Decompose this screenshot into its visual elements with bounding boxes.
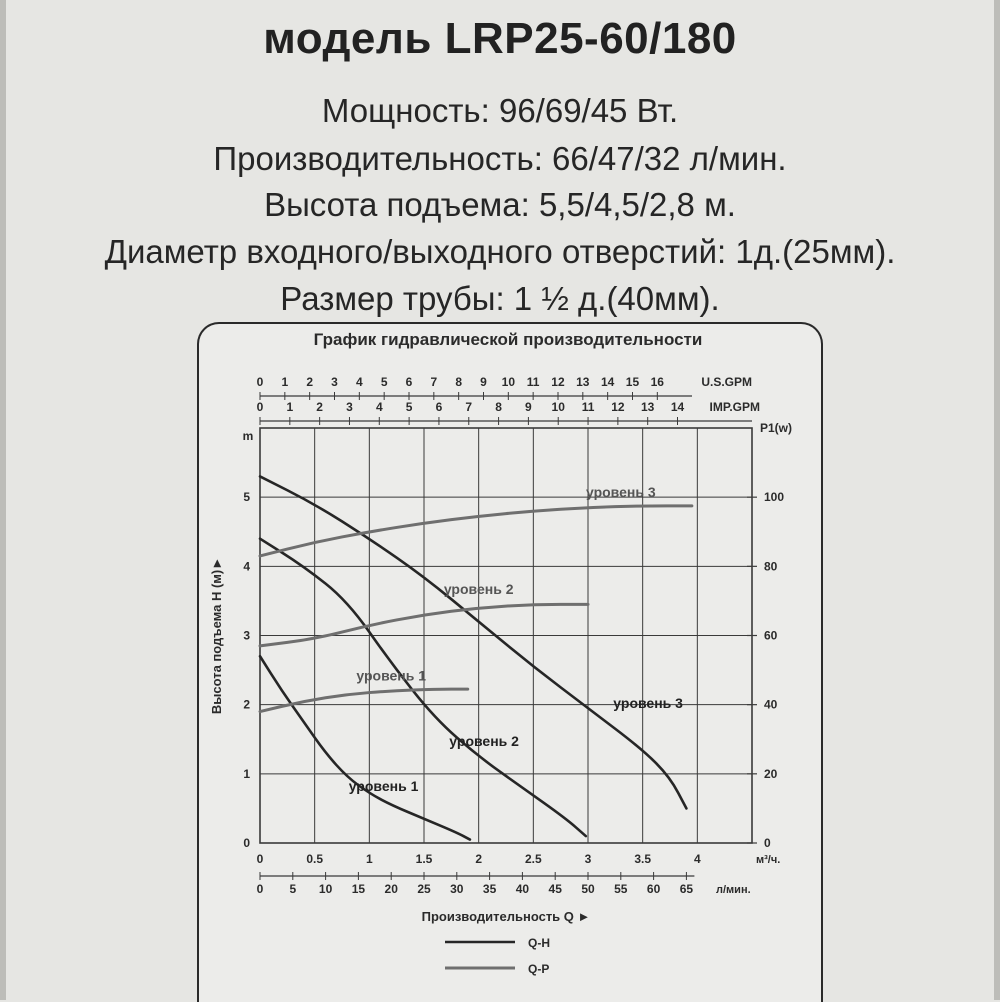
- lmin-tick-label: 30: [450, 882, 464, 896]
- impgpm-tick-label: 9: [525, 400, 532, 414]
- usgpm-tick-label: 14: [600, 375, 615, 389]
- spec-flow: Производительность: 66/47/32 л/мин.: [213, 140, 787, 177]
- y-tick-label: 5: [243, 490, 250, 505]
- legend-label-qh: Q-H: [528, 936, 550, 950]
- chart-axes: [209, 375, 792, 924]
- chart-series: [260, 476, 692, 839]
- usgpm-tick-label: 10: [501, 375, 516, 389]
- x-unit-label: м³/ч.: [756, 854, 781, 866]
- x-axis-label: Производительность Q ►: [421, 909, 591, 924]
- chart-title: График гидравлической производительности: [313, 330, 703, 349]
- impgpm-tick-label: 0: [256, 400, 264, 414]
- usgpm-tick-label: 15: [625, 375, 640, 389]
- impgpm-axis-label: IMP.GPM: [709, 400, 760, 414]
- lmin-tick-label: 55: [614, 882, 628, 896]
- impgpm-tick-label: 5: [405, 400, 413, 414]
- usgpm-tick-label: 13: [576, 375, 590, 389]
- y2-tick-label: 80: [764, 559, 778, 574]
- impgpm-tick-label: 1: [286, 400, 294, 414]
- qh-label-level-3: уровень 3: [613, 695, 683, 712]
- usgpm-tick-label: 0: [256, 375, 264, 389]
- usgpm-tick-label: 9: [480, 375, 487, 389]
- chart-labels: [349, 484, 683, 794]
- x-tick-label: 0.5: [306, 852, 324, 866]
- spec-diameter: Диаметр входного/выходного отверстий: 1д.(25мм).: [104, 233, 896, 270]
- impgpm-tick-label: 12: [611, 400, 625, 414]
- impgpm-tick-label: 7: [465, 400, 473, 414]
- qp-curve-level-3: [260, 506, 692, 556]
- x-tick-label: 1.5: [415, 852, 433, 866]
- model-title: модель LRP25-60/180: [263, 14, 737, 63]
- impgpm-tick-label: 13: [641, 400, 655, 414]
- x-tick-label: 2: [475, 852, 483, 866]
- usgpm-tick-label: 3: [331, 375, 338, 389]
- x-tick-label: 4: [693, 852, 701, 866]
- lmin-tick-label: 40: [515, 882, 530, 896]
- lmin-tick-label: 35: [482, 882, 497, 896]
- lmin-unit-label: л/мин.: [716, 884, 751, 896]
- usgpm-tick-label: 1: [281, 375, 289, 389]
- x-tick-label: 3: [584, 852, 592, 866]
- y-tick-label: 3: [243, 628, 250, 643]
- y2-tick-label: 100: [764, 490, 785, 505]
- spec-head: Высота подъема: 5,5/4,5/2,8 м.: [264, 186, 736, 223]
- usgpm-tick-label: 12: [551, 375, 565, 389]
- y-tick-label: 0: [243, 836, 250, 850]
- y2-axis-label: P1(w): [760, 421, 793, 435]
- impgpm-tick-label: 3: [346, 400, 353, 414]
- y2-tick-label: 20: [764, 766, 778, 781]
- lmin-tick-label: 10: [318, 882, 333, 896]
- usgpm-tick-label: 7: [430, 375, 438, 389]
- lmin-tick-label: 15: [351, 882, 366, 896]
- lmin-tick-label: 5: [289, 882, 297, 896]
- y-unit-label: m: [242, 429, 254, 443]
- qp-label-level-1: уровень 1: [356, 667, 427, 684]
- qh-label-level-2: уровень 2: [449, 733, 519, 750]
- spec-pipe: Размер трубы: 1 ½ д.(40мм).: [280, 280, 720, 317]
- usgpm-tick-label: 8: [455, 375, 463, 389]
- y-tick-label: 1: [243, 766, 250, 781]
- usgpm-tick-label: 4: [355, 375, 363, 389]
- lmin-tick-label: 60: [646, 882, 661, 896]
- usgpm-tick-label: 16: [650, 375, 664, 389]
- lmin-tick-label: 45: [548, 882, 562, 896]
- spec-power: Мощность: 96/69/45 Вт.: [321, 92, 679, 129]
- lmin-tick-label: 0: [256, 882, 264, 896]
- lmin-tick-label: 65: [679, 882, 694, 896]
- y2-tick-label: 0: [764, 836, 771, 850]
- usgpm-tick-label: 11: [526, 375, 540, 389]
- qp-curve-level-1: [260, 689, 468, 711]
- x-tick-label: 0: [256, 852, 264, 866]
- legend-label-qp: Q-P: [528, 962, 550, 976]
- y-axis-label: Высота подъема H (м)►: [209, 556, 224, 715]
- impgpm-tick-label: 2: [316, 400, 323, 414]
- qh-curve-level-3: [260, 476, 686, 808]
- qp-label-level-2: уровень 2: [443, 581, 514, 597]
- usgpm-tick-label: 6: [405, 375, 413, 389]
- x-tick-label: 1: [365, 852, 373, 866]
- x-tick-label: 3.5: [634, 852, 652, 866]
- lmin-tick-label: 50: [581, 882, 595, 896]
- y-tick-label: 2: [243, 697, 250, 712]
- impgpm-tick-label: 14: [670, 400, 685, 414]
- lmin-tick-label: 25: [417, 882, 431, 896]
- x-tick-label: 2.5: [524, 852, 542, 866]
- usgpm-tick-label: 5: [380, 375, 388, 389]
- y-tick-label: 4: [243, 559, 250, 574]
- qh-curve-level-1: [260, 656, 470, 839]
- lmin-tick-label: 20: [384, 882, 398, 896]
- impgpm-tick-label: 11: [581, 400, 595, 414]
- chart-legend: [445, 936, 550, 976]
- impgpm-tick-label: 6: [435, 400, 443, 414]
- qh-curve-level-2: [260, 539, 586, 836]
- usgpm-axis-label: U.S.GPM: [701, 375, 752, 389]
- y2-tick-label: 60: [764, 628, 778, 643]
- y2-tick-label: 40: [764, 697, 778, 712]
- qh-label-level-1: уровень 1: [348, 778, 419, 795]
- impgpm-tick-label: 4: [375, 400, 383, 414]
- impgpm-tick-label: 8: [495, 400, 502, 414]
- qp-label-level-3: уровень 3: [585, 484, 656, 501]
- impgpm-tick-label: 10: [551, 400, 565, 414]
- usgpm-tick-label: 2: [306, 375, 314, 389]
